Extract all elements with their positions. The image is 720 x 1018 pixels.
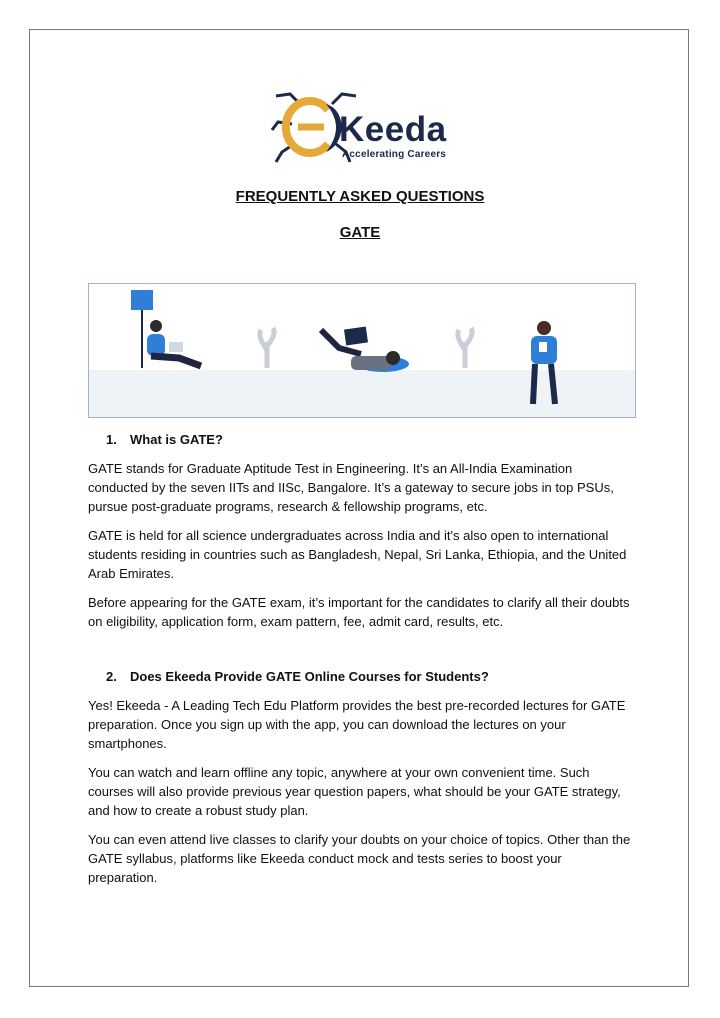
lamp-icon — [131, 290, 153, 310]
page-title: FREQUENTLY ASKED QUESTIONS — [235, 188, 485, 205]
question-text: Does Ekeeda Provide GATE Online Courses for Students? — [130, 669, 489, 684]
logo-tagline: Accelerating Careers — [342, 149, 447, 160]
page-subtitle: GATE — [339, 224, 381, 241]
question-number: 1. — [106, 432, 117, 447]
faq-section-1 — [88, 430, 633, 631]
answer-paragraph: GATE stands for Graduate Aptitude Test in Engineering. It’s an All-India Examination conducted by the seven IITs and IISc, Bangalore. It’s a gateway to secure jobs in top PSUs, pursue post-graduate programs, research & fellowship programs, etc. — [88, 461, 614, 514]
plant-icon — [260, 328, 274, 368]
students-illustration — [89, 284, 635, 417]
question-number: 2. — [106, 669, 117, 684]
plant-icon — [458, 328, 472, 368]
illustration-banner — [88, 283, 636, 418]
question-heading — [106, 667, 633, 686]
answer-paragraph: Before appearing for the GATE exam, it’s important for the candidates to clarify all their doubts on eligibility, application form, exam pattern, fee, admit card, results, etc. — [88, 595, 630, 629]
answer-paragraph: Yes! Ekeeda - A Leading Tech Edu Platform provides the best pre-recorded lectures for GATE preparation. Once you sign up with the app, you can download the lectures on your smartphones. — [88, 698, 626, 751]
question-heading — [106, 430, 633, 449]
answer-paragraph: You can even attend live classes to clarify your doubts on your choice of topics. Other than the GATE syllabus, platforms like Ekeeda conduct mock and tests series to boost your preparation. — [88, 832, 631, 885]
answer-paragraph: GATE is held for all science undergraduates across India and it's also open to international students residing in countries such as Bangladesh, Nepal, Sri Lanka, Ethiopia, and the United Arab Emirates. — [88, 528, 627, 581]
question-text: What is GATE? — [130, 432, 223, 447]
logo-wordmark: Keeda — [339, 110, 447, 149]
answer-paragraph: You can watch and learn offline any topic, anywhere at your own convenient time. Such courses will also provide previous year question papers, what should be your GATE strategy, and how to create a robust study plan. — [88, 765, 621, 818]
faq-section-2 — [88, 667, 633, 887]
faq-content — [88, 430, 633, 897]
